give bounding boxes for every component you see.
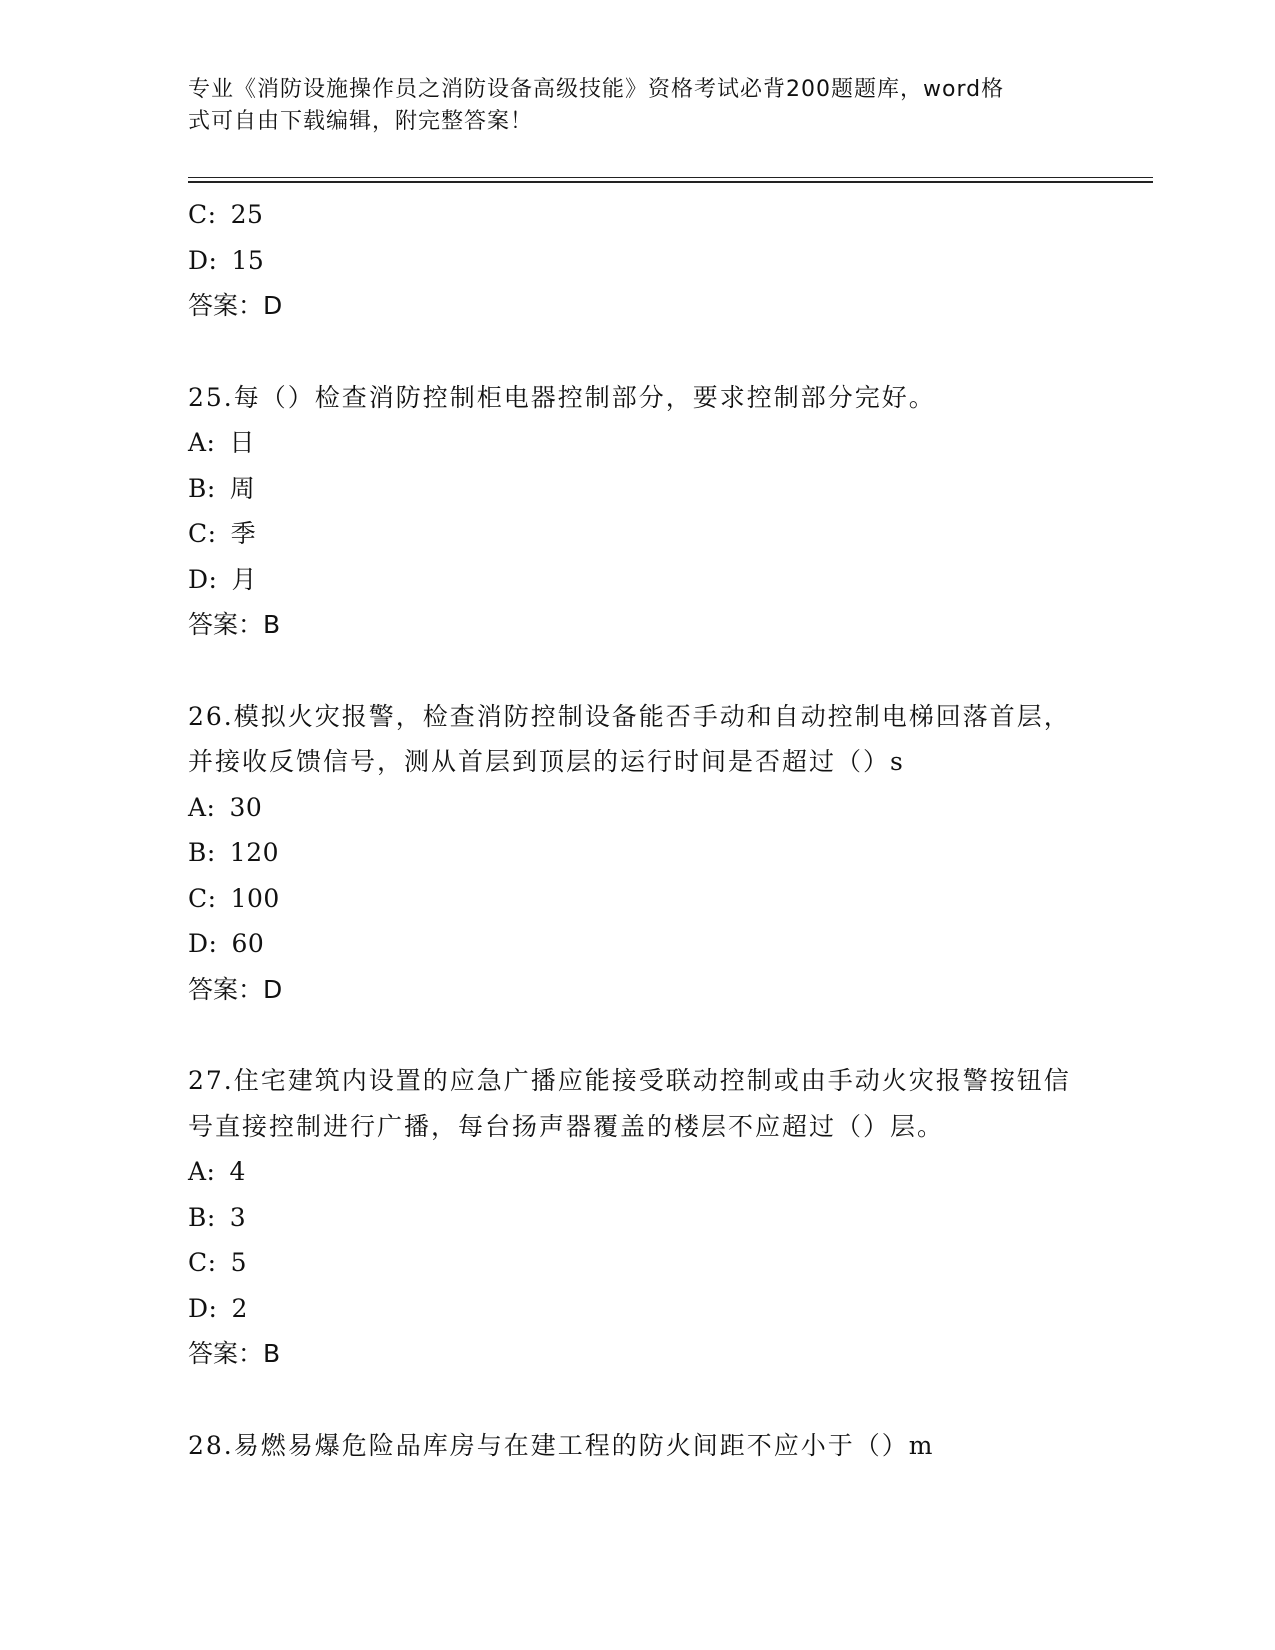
option-letter: B:	[188, 838, 216, 867]
question-text: 26.模拟火灾报警，检查消防控制设备能否手动和自动控制电梯回落首层，并接收反馈信号，测从首层到顶层的运行时间是否超过（）s	[188, 701, 1071, 776]
option-letter: D:	[188, 1293, 218, 1323]
option-c	[188, 511, 1088, 557]
question-24-tail	[188, 192, 1088, 329]
option-value: 3	[229, 1202, 247, 1232]
option-value: 5	[230, 1248, 247, 1277]
option-a	[188, 785, 1088, 831]
header-title-line-2: 式可自由下载编辑，附完整答案！	[188, 109, 534, 134]
option-d	[188, 1286, 1088, 1332]
spacer	[188, 329, 1088, 375]
option-c	[188, 876, 1088, 922]
option-letter: D:	[188, 564, 218, 594]
spacer	[188, 648, 1088, 694]
answer-line: 答案：D	[188, 974, 283, 1004]
question-text: 28.易燃易爆危险品库房与在建工程的防火间距不应小于（）m	[188, 1430, 935, 1460]
option-value: 2	[231, 1293, 248, 1323]
header-divider-thin	[188, 177, 1153, 178]
option-value: 4	[229, 1157, 246, 1186]
question-26	[188, 694, 1088, 1013]
answer-line: 答案：D	[188, 291, 283, 320]
option-b	[188, 466, 1088, 512]
option-d	[188, 921, 1088, 967]
option-value: 日	[229, 428, 255, 457]
option-letter: C:	[188, 519, 217, 548]
question-28	[188, 1423, 1088, 1469]
option-letter: A:	[188, 792, 216, 822]
question-list	[188, 192, 1088, 1468]
option-value: 100	[230, 883, 280, 913]
option-c	[188, 1240, 1088, 1286]
option-value: 季	[230, 519, 257, 548]
option-value: 15	[231, 245, 265, 275]
option-d	[188, 557, 1088, 603]
spacer	[188, 1012, 1088, 1058]
question-27	[188, 1058, 1088, 1377]
option-value: 周	[229, 473, 256, 503]
option-b	[188, 1195, 1088, 1241]
option-letter: D:	[188, 245, 218, 275]
answer-line: 答案：B	[188, 610, 281, 639]
option-value: 120	[229, 838, 280, 867]
question-text: 25.每（）检查消防控制柜电器控制部分，要求控制部分完好。	[188, 382, 936, 412]
document-header	[188, 74, 1068, 138]
option-c	[188, 192, 1088, 238]
option-letter: A:	[188, 428, 216, 457]
option-b	[188, 830, 1088, 876]
option-letter: B:	[188, 473, 216, 503]
option-letter: C:	[188, 200, 217, 229]
option-letter: D:	[188, 929, 218, 958]
header-title-line-1: 专业《消防设施操作员之消防设备高级技能》资格考试必背200题题库，word格	[188, 77, 1005, 102]
header-divider-thick	[188, 181, 1153, 183]
option-a	[188, 1149, 1088, 1195]
option-letter: C:	[188, 883, 217, 913]
option-letter: B:	[188, 1202, 216, 1232]
option-a	[188, 420, 1088, 466]
option-value: 月	[231, 564, 257, 594]
question-text: 27.住宅建筑内设置的应急广播应能接受联动控制或由手动火灾报警按钮信号直接控制进行广播，每台扬声器覆盖的楼层不应超过（）层。	[188, 1066, 1071, 1141]
option-letter: C:	[188, 1248, 217, 1277]
option-value: 60	[231, 929, 265, 958]
spacer	[188, 1377, 1088, 1423]
option-value: 30	[229, 792, 263, 822]
option-value: 25	[230, 200, 264, 229]
option-d	[188, 238, 1088, 284]
answer-line: 答案：B	[188, 1339, 281, 1368]
option-letter: A:	[188, 1157, 216, 1186]
question-25	[188, 375, 1088, 648]
